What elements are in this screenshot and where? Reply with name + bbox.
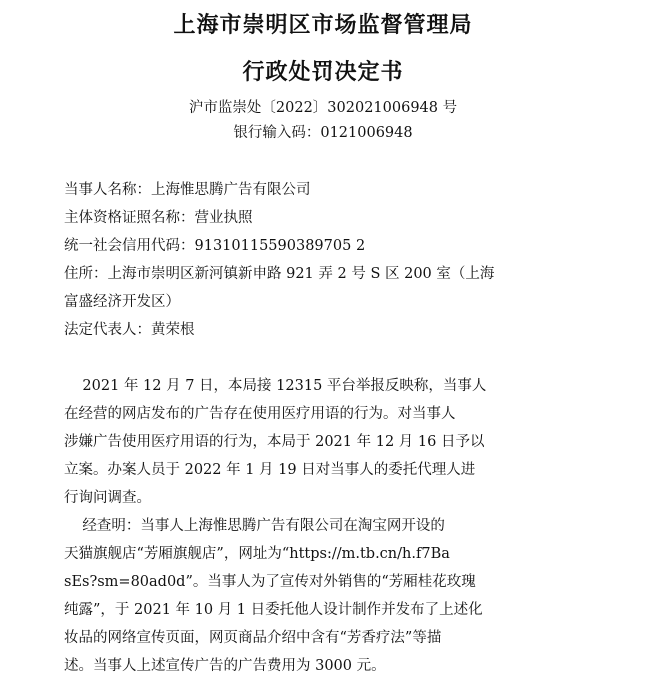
body-line: 立案。办案人员于 2022 年 1 月 19 日对当事人的委托代理人进 [64,462,476,478]
body-line: 经查明：当事人上海惟思腾广告有限公司在淘宝网开设的 [64,518,445,534]
party-address-cont: 富盛经济开发区） [64,294,180,310]
body-line: 妆品的网络宣传页面，网页商品介绍中含有“芳香疗法”等描 [64,630,442,646]
document-number: 沪市监崇处〔2022〕302021006948 号 [188,100,458,116]
party-credit-code: 统一社会信用代码：91310115590389705 2 [64,238,366,254]
body-line: 在经营的网店发布的广告存在使用医疗用语的行为。对当事人 [64,406,456,422]
body-line: 述。当事人上述宣传广告的广告费用为 3000 元。 [64,658,386,674]
body-line: 涉嫌广告使用医疗用语的行为，本局于 2021 年 12 月 16 日予以 [64,434,485,450]
body-line: 天猫旗舰店“芳厢旗舰店”，网址为“https://m.tb.cn/h.f7Ba [64,546,450,562]
body-line: 纯露”，于 2021 年 10 月 1 日委托他人设计制作并发布了上述化 [64,602,483,618]
party-address: 住所：上海市崇明区新河镇新申路 921 弄 2 号 S 区 200 室（上海 [64,266,495,282]
body-line: 行询问调查。 [64,490,151,506]
body-line: 2021 年 12 月 7 日，本局接 12315 平台举报反映称，当事人 [64,378,487,394]
party-legal-rep: 法定代表人：黄荣根 [64,322,195,338]
party-name: 当事人名称：上海惟思腾广告有限公司 [64,182,311,198]
document-title: 行政处罚决定书 [242,60,404,85]
bank-input-code: 银行输入码：0121006948 [233,125,413,141]
body-line: sEs?sm=80ad0d”。当事人为了宣传对外销售的“芳厢桂花玫瑰 [64,574,476,590]
party-license-type: 主体资格证照名称：营业执照 [64,210,253,226]
agency-title: 上海市崇明区市场监督管理局 [173,13,473,38]
